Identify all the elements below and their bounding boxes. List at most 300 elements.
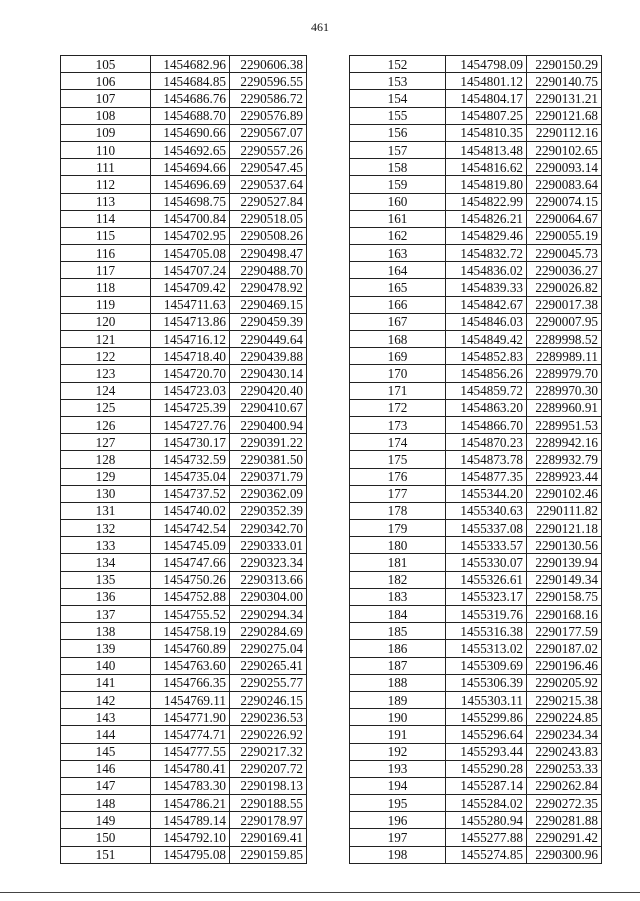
point-number-cell: 114 [61,210,151,227]
table-row [61,365,307,382]
x-coordinate-cell: 1455290.28 [446,760,527,777]
table-row [61,434,307,451]
y-coordinate-cell: 2290333.01 [230,537,307,554]
table-row [350,451,602,468]
table-row [61,73,307,90]
table-row [350,709,602,726]
table-row [61,657,307,674]
y-coordinate-cell: 2290121.18 [527,520,602,537]
x-coordinate-cell: 1455313.02 [446,640,527,657]
y-coordinate-cell: 2290265.41 [230,657,307,674]
table-row [350,485,602,502]
y-coordinate-cell: 2290224.85 [527,709,602,726]
x-coordinate-cell: 1455340.63 [446,502,527,519]
y-coordinate-cell: 2290150.29 [527,56,602,73]
table-row [350,777,602,794]
x-coordinate-cell: 1454849.42 [446,331,527,348]
table-row [61,90,307,107]
point-number-cell: 132 [61,520,151,537]
point-number-cell: 134 [61,554,151,571]
table-row [61,176,307,193]
table-row [350,571,602,588]
table-row [350,90,602,107]
table-row [61,502,307,519]
x-coordinate-cell: 1454859.72 [446,382,527,399]
point-number-cell: 162 [350,227,446,244]
y-coordinate-cell: 2290187.02 [527,640,602,657]
table-row [61,227,307,244]
table-row [350,313,602,330]
table-row [350,124,602,141]
table-row [61,348,307,365]
table-row [61,640,307,657]
table-row [61,451,307,468]
table-row [350,795,602,812]
x-coordinate-cell: 1454716.12 [151,331,230,348]
y-coordinate-cell: 2290381.50 [230,451,307,468]
y-coordinate-cell: 2290439.88 [230,348,307,365]
point-number-cell: 149 [61,812,151,829]
point-number-cell: 182 [350,571,446,588]
table-row [61,588,307,605]
x-coordinate-cell: 1454807.25 [446,107,527,124]
table-row [61,829,307,846]
y-coordinate-cell: 2290362.09 [230,485,307,502]
x-coordinate-cell: 1454690.66 [151,124,230,141]
x-coordinate-cell: 1454682.96 [151,56,230,73]
x-coordinate-cell: 1455284.02 [446,795,527,812]
x-coordinate-cell: 1454829.46 [446,227,527,244]
point-number-cell: 137 [61,606,151,623]
table-row [350,657,602,674]
point-number-cell: 108 [61,107,151,124]
y-coordinate-cell: 2290518.05 [230,210,307,227]
point-number-cell: 141 [61,674,151,691]
y-coordinate-cell: 2290596.55 [230,73,307,90]
table-row [350,416,602,433]
y-coordinate-cell: 2290586.72 [230,90,307,107]
x-coordinate-cell: 1454842.67 [446,296,527,313]
y-coordinate-cell: 2290262.84 [527,777,602,794]
y-coordinate-cell: 2290478.92 [230,279,307,296]
x-coordinate-cell: 1454877.35 [446,468,527,485]
point-number-cell: 124 [61,382,151,399]
table-row [61,623,307,640]
table-row [61,846,307,863]
x-coordinate-cell: 1454792.10 [151,829,230,846]
point-number-cell: 177 [350,485,446,502]
point-number-cell: 198 [350,846,446,863]
table-row [350,73,602,90]
y-coordinate-cell: 2290121.68 [527,107,602,124]
x-coordinate-cell: 1455319.76 [446,606,527,623]
y-coordinate-cell: 2289942.16 [527,434,602,451]
table-row [61,141,307,158]
point-number-cell: 107 [61,90,151,107]
bottom-rule [0,892,640,893]
point-number-cell: 138 [61,623,151,640]
point-number-cell: 147 [61,777,151,794]
y-coordinate-cell: 2290567.07 [230,124,307,141]
x-coordinate-cell: 1454718.40 [151,348,230,365]
y-coordinate-cell: 2290196.46 [527,657,602,674]
x-coordinate-cell: 1454763.60 [151,657,230,674]
x-coordinate-cell: 1454856.26 [446,365,527,382]
x-coordinate-cell: 1455344.20 [446,485,527,502]
table-row [350,193,602,210]
y-coordinate-cell: 2290159.85 [230,846,307,863]
point-number-cell: 192 [350,743,446,760]
y-coordinate-cell: 2290188.55 [230,795,307,812]
point-number-cell: 105 [61,56,151,73]
point-number-cell: 190 [350,709,446,726]
point-number-cell: 186 [350,640,446,657]
y-coordinate-cell: 2290102.46 [527,485,602,502]
x-coordinate-cell: 1455326.61 [446,571,527,588]
y-coordinate-cell: 2290272.35 [527,795,602,812]
point-number-cell: 117 [61,262,151,279]
point-number-cell: 189 [350,691,446,708]
point-number-cell: 187 [350,657,446,674]
x-coordinate-cell: 1455296.64 [446,726,527,743]
x-coordinate-cell: 1454688.70 [151,107,230,124]
table-row [350,520,602,537]
table-row [350,141,602,158]
point-number-cell: 184 [350,606,446,623]
table-row [61,726,307,743]
y-coordinate-cell: 2290036.27 [527,262,602,279]
point-number-cell: 179 [350,520,446,537]
point-number-cell: 150 [61,829,151,846]
point-number-cell: 129 [61,468,151,485]
table-row [350,279,602,296]
point-number-cell: 113 [61,193,151,210]
y-coordinate-cell: 2290342.70 [230,520,307,537]
y-coordinate-cell: 2290093.14 [527,159,602,176]
table-row [350,296,602,313]
y-coordinate-cell: 2290537.64 [230,176,307,193]
y-coordinate-cell: 2290459.39 [230,313,307,330]
point-number-cell: 161 [350,210,446,227]
table-row [61,279,307,296]
point-number-cell: 195 [350,795,446,812]
table-row [61,416,307,433]
x-coordinate-cell: 1454760.89 [151,640,230,657]
table-row [61,210,307,227]
x-coordinate-cell: 1454839.33 [446,279,527,296]
y-coordinate-cell: 2290391.22 [230,434,307,451]
point-number-cell: 145 [61,743,151,760]
table-row [61,709,307,726]
y-coordinate-cell: 2290236.53 [230,709,307,726]
x-coordinate-cell: 1455287.14 [446,777,527,794]
point-number-cell: 188 [350,674,446,691]
y-coordinate-cell: 2290215.38 [527,691,602,708]
x-coordinate-cell: 1454727.76 [151,416,230,433]
y-coordinate-cell: 2289998.52 [527,331,602,348]
y-coordinate-cell: 2289951.53 [527,416,602,433]
point-number-cell: 122 [61,348,151,365]
y-coordinate-cell: 2290255.77 [230,674,307,691]
table-row [61,485,307,502]
point-number-cell: 131 [61,502,151,519]
table-row [350,159,602,176]
y-coordinate-cell: 2290294.34 [230,606,307,623]
x-coordinate-cell: 1454769.11 [151,691,230,708]
x-coordinate-cell: 1454783.30 [151,777,230,794]
x-coordinate-cell: 1454804.17 [446,90,527,107]
x-coordinate-cell: 1454810.35 [446,124,527,141]
point-number-cell: 110 [61,141,151,158]
point-number-cell: 168 [350,331,446,348]
x-coordinate-cell: 1454730.17 [151,434,230,451]
y-coordinate-cell: 2290205.92 [527,674,602,691]
x-coordinate-cell: 1454795.08 [151,846,230,863]
y-coordinate-cell: 2290055.19 [527,227,602,244]
point-number-cell: 146 [61,760,151,777]
table-row [350,434,602,451]
point-number-cell: 170 [350,365,446,382]
point-number-cell: 176 [350,468,446,485]
x-coordinate-cell: 1454863.20 [446,399,527,416]
point-number-cell: 136 [61,588,151,605]
point-number-cell: 166 [350,296,446,313]
table-row [350,623,602,640]
x-coordinate-cell: 1454816.62 [446,159,527,176]
y-coordinate-cell: 2290410.67 [230,399,307,416]
x-coordinate-cell: 1454700.84 [151,210,230,227]
x-coordinate-cell: 1454750.26 [151,571,230,588]
y-coordinate-cell: 2290253.33 [527,760,602,777]
point-number-cell: 130 [61,485,151,502]
x-coordinate-cell: 1454786.21 [151,795,230,812]
point-number-cell: 127 [61,434,151,451]
table-row [350,227,602,244]
point-number-cell: 169 [350,348,446,365]
y-coordinate-cell: 2290243.83 [527,743,602,760]
x-coordinate-cell: 1455274.85 [446,846,527,863]
point-number-cell: 165 [350,279,446,296]
y-coordinate-cell: 2290178.97 [230,812,307,829]
x-coordinate-cell: 1455277.88 [446,829,527,846]
point-number-cell: 173 [350,416,446,433]
y-coordinate-cell: 2290313.66 [230,571,307,588]
point-number-cell: 148 [61,795,151,812]
x-coordinate-cell: 1454725.39 [151,399,230,416]
y-coordinate-cell: 2290198.13 [230,777,307,794]
point-number-cell: 140 [61,657,151,674]
table-row [61,56,307,73]
table-row [61,691,307,708]
table-row [61,193,307,210]
y-coordinate-cell: 2290488.70 [230,262,307,279]
table-row [350,606,602,623]
x-coordinate-cell: 1455316.38 [446,623,527,640]
y-coordinate-cell: 2290111.82 [527,502,602,519]
point-number-cell: 185 [350,623,446,640]
y-coordinate-cell: 2290606.38 [230,56,307,73]
x-coordinate-cell: 1455309.69 [446,657,527,674]
x-coordinate-cell: 1455330.07 [446,554,527,571]
x-coordinate-cell: 1454852.83 [446,348,527,365]
y-coordinate-cell: 2290498.47 [230,245,307,262]
x-coordinate-cell: 1454709.42 [151,279,230,296]
y-coordinate-cell: 2290352.39 [230,502,307,519]
y-coordinate-cell: 2290400.94 [230,416,307,433]
y-coordinate-cell: 2290527.84 [230,193,307,210]
table-row [61,777,307,794]
y-coordinate-cell: 2289923.44 [527,468,602,485]
y-coordinate-cell: 2290158.75 [527,588,602,605]
point-number-cell: 135 [61,571,151,588]
point-number-cell: 197 [350,829,446,846]
point-number-cell: 160 [350,193,446,210]
x-coordinate-cell: 1454870.23 [446,434,527,451]
y-coordinate-cell: 2290557.26 [230,141,307,158]
point-number-cell: 163 [350,245,446,262]
table-row [61,554,307,571]
y-coordinate-cell: 2290217.32 [230,743,307,760]
x-coordinate-cell: 1454780.41 [151,760,230,777]
table-row [61,468,307,485]
x-coordinate-cell: 1454801.12 [446,73,527,90]
x-coordinate-cell: 1454873.78 [446,451,527,468]
y-coordinate-cell: 2290007.95 [527,313,602,330]
y-coordinate-cell: 2290139.94 [527,554,602,571]
y-coordinate-cell: 2290469.15 [230,296,307,313]
point-number-cell: 106 [61,73,151,90]
x-coordinate-cell: 1454832.72 [446,245,527,262]
table-row [350,812,602,829]
y-coordinate-cell: 2290323.34 [230,554,307,571]
point-number-cell: 143 [61,709,151,726]
point-number-cell: 126 [61,416,151,433]
point-number-cell: 157 [350,141,446,158]
table-row [61,537,307,554]
y-coordinate-cell: 2290430.14 [230,365,307,382]
x-coordinate-cell: 1454771.90 [151,709,230,726]
point-number-cell: 111 [61,159,151,176]
y-coordinate-cell: 2290168.16 [527,606,602,623]
x-coordinate-cell: 1454737.52 [151,485,230,502]
table-row [61,812,307,829]
x-coordinate-cell: 1454692.65 [151,141,230,158]
point-number-cell: 193 [350,760,446,777]
point-number-cell: 159 [350,176,446,193]
table-row [350,760,602,777]
y-coordinate-cell: 2290234.34 [527,726,602,743]
x-coordinate-cell: 1454774.71 [151,726,230,743]
x-coordinate-cell: 1454777.55 [151,743,230,760]
point-number-cell: 112 [61,176,151,193]
y-coordinate-cell: 2290449.64 [230,331,307,348]
table-row [61,674,307,691]
y-coordinate-cell: 2290300.96 [527,846,602,863]
y-coordinate-cell: 2290291.42 [527,829,602,846]
y-coordinate-cell: 2290074.15 [527,193,602,210]
table-row [350,245,602,262]
table-row [350,502,602,519]
point-number-cell: 115 [61,227,151,244]
point-number-cell: 183 [350,588,446,605]
table-row [350,210,602,227]
point-number-cell: 119 [61,296,151,313]
table-row [350,674,602,691]
x-coordinate-cell: 1454720.70 [151,365,230,382]
x-coordinate-cell: 1454696.69 [151,176,230,193]
x-coordinate-cell: 1454735.04 [151,468,230,485]
y-coordinate-cell: 2290304.00 [230,588,307,605]
point-number-cell: 171 [350,382,446,399]
table-row [61,107,307,124]
x-coordinate-cell: 1454742.54 [151,520,230,537]
point-number-cell: 178 [350,502,446,519]
y-coordinate-cell: 2290045.73 [527,245,602,262]
table-row [61,382,307,399]
y-coordinate-cell: 2290017.38 [527,296,602,313]
table-row [61,520,307,537]
point-number-cell: 139 [61,640,151,657]
point-number-cell: 128 [61,451,151,468]
y-coordinate-cell: 2290169.41 [230,829,307,846]
x-coordinate-cell: 1454755.52 [151,606,230,623]
x-coordinate-cell: 1454723.03 [151,382,230,399]
y-coordinate-cell: 2289960.91 [527,399,602,416]
x-coordinate-cell: 1454822.99 [446,193,527,210]
x-coordinate-cell: 1454789.14 [151,812,230,829]
table-row [61,124,307,141]
table-row [61,743,307,760]
point-number-cell: 142 [61,691,151,708]
table-row [350,743,602,760]
x-coordinate-cell: 1454732.59 [151,451,230,468]
table-row [350,176,602,193]
table-row [350,107,602,124]
point-number-cell: 155 [350,107,446,124]
table-row [350,640,602,657]
table-row [350,829,602,846]
table-row [61,399,307,416]
table-row [350,331,602,348]
point-number-cell: 144 [61,726,151,743]
table-row [61,760,307,777]
x-coordinate-cell: 1454766.35 [151,674,230,691]
coordinates-table-left [60,55,307,864]
y-coordinate-cell: 2290083.64 [527,176,602,193]
y-coordinate-cell: 2290508.26 [230,227,307,244]
point-number-cell: 180 [350,537,446,554]
x-coordinate-cell: 1455299.86 [446,709,527,726]
table-row [350,537,602,554]
table-row [350,56,602,73]
table-row [61,606,307,623]
y-coordinate-cell: 2290576.89 [230,107,307,124]
x-coordinate-cell: 1455280.94 [446,812,527,829]
point-number-cell: 121 [61,331,151,348]
table-row [350,365,602,382]
x-coordinate-cell: 1454826.21 [446,210,527,227]
x-coordinate-cell: 1454745.09 [151,537,230,554]
x-coordinate-cell: 1455303.11 [446,691,527,708]
table-row [61,571,307,588]
y-coordinate-cell: 2289989.11 [527,348,602,365]
x-coordinate-cell: 1454752.88 [151,588,230,605]
x-coordinate-cell: 1454707.24 [151,262,230,279]
y-coordinate-cell: 2290131.21 [527,90,602,107]
table-row [350,468,602,485]
table-row [350,846,602,863]
x-coordinate-cell: 1454798.09 [446,56,527,73]
